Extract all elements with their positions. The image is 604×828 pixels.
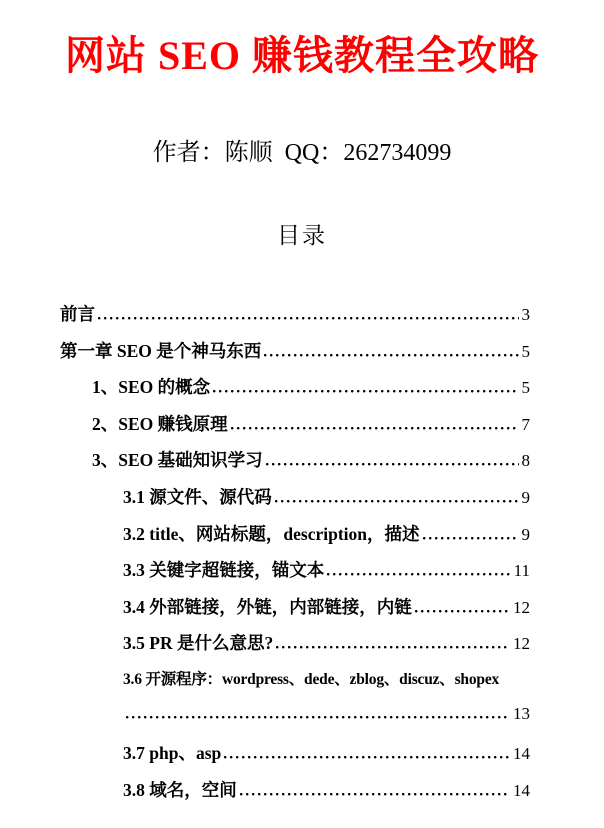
dot-leader	[213, 390, 518, 393]
toc-entry-label: 3.7 php、asp	[123, 743, 222, 764]
toc-entry-label: 2、SEO 赚钱原理	[92, 413, 228, 434]
toc-entry[interactable]	[60, 667, 530, 704]
toc-entry-label: 3.2 title、网站标题，description，描述	[123, 523, 420, 544]
toc-page-number: 9	[521, 487, 530, 507]
dot-leader	[423, 537, 519, 540]
dot-leader	[98, 317, 519, 320]
toc-page-number: 14	[513, 780, 530, 800]
toc-entry-label: 3、SEO 基础知识学习	[92, 450, 263, 471]
toc-page-number: 14	[513, 744, 530, 764]
dot-leader	[126, 716, 510, 719]
dot-leader	[264, 354, 518, 357]
dot-leader	[224, 756, 510, 759]
toc-entry-label: 3.5 PR 是什么意思?	[123, 633, 274, 654]
toc-page-number: 9	[521, 524, 530, 544]
toc-entry[interactable]	[60, 740, 530, 777]
dot-leader	[327, 573, 510, 576]
dot-leader	[276, 646, 510, 649]
toc-page-number: 7	[521, 414, 530, 434]
toc-page-number: 12	[513, 634, 530, 654]
toc-entry-label: 3.3 关键字超链接，锚文本	[123, 560, 325, 581]
toc-entry[interactable]	[60, 447, 530, 484]
dot-leader	[231, 427, 519, 430]
toc-entry-label: 第一章 SEO 是个神马东西	[60, 340, 262, 361]
toc-entry[interactable]	[60, 777, 530, 814]
table-of-contents	[60, 291, 530, 813]
dot-leader	[275, 500, 519, 503]
toc-entry-label: 3.8 域名，空间	[123, 779, 237, 800]
author-line: 作者：陈顺 QQ：262734099	[152, 140, 452, 166]
toc-entry-label: 3.4 外部链接，外链，内部链接，内链	[123, 596, 412, 617]
toc-entry[interactable]	[60, 484, 530, 521]
dot-leader	[266, 463, 519, 466]
toc-entry[interactable]	[60, 557, 530, 594]
toc-entry-label: 前言	[60, 304, 95, 324]
toc-entry-continuation[interactable]	[60, 704, 530, 741]
toc-page-number: 12	[513, 597, 530, 617]
toc-entry-label: 3.1 源文件、源代码	[123, 486, 272, 507]
toc-entry-label: 3.6 开源程序：wordpress、dede、zblog、discuz、shopex	[123, 670, 500, 688]
toc-page-number: 8	[521, 451, 530, 471]
toc-entry-label: 1、SEO 的概念	[92, 377, 211, 398]
toc-entry[interactable]	[60, 630, 530, 667]
toc-entry[interactable]	[60, 594, 530, 631]
document-title: 网站 SEO 赚钱教程全攻略	[64, 33, 540, 78]
toc-entry[interactable]	[60, 521, 530, 558]
dot-leader	[415, 610, 510, 613]
toc-entry[interactable]	[60, 338, 530, 375]
toc-page-number: 13	[513, 703, 530, 723]
toc-page-number: 5	[521, 378, 530, 398]
dot-leader	[240, 793, 510, 796]
toc-heading: 目录	[277, 223, 327, 248]
toc-page-number: 5	[521, 341, 530, 361]
toc-entry[interactable]	[60, 374, 530, 411]
toc-entry[interactable]	[60, 411, 530, 448]
toc-page-number: 3	[521, 305, 530, 324]
toc-entry[interactable]	[60, 301, 530, 338]
toc-page-number: 11	[513, 561, 530, 581]
